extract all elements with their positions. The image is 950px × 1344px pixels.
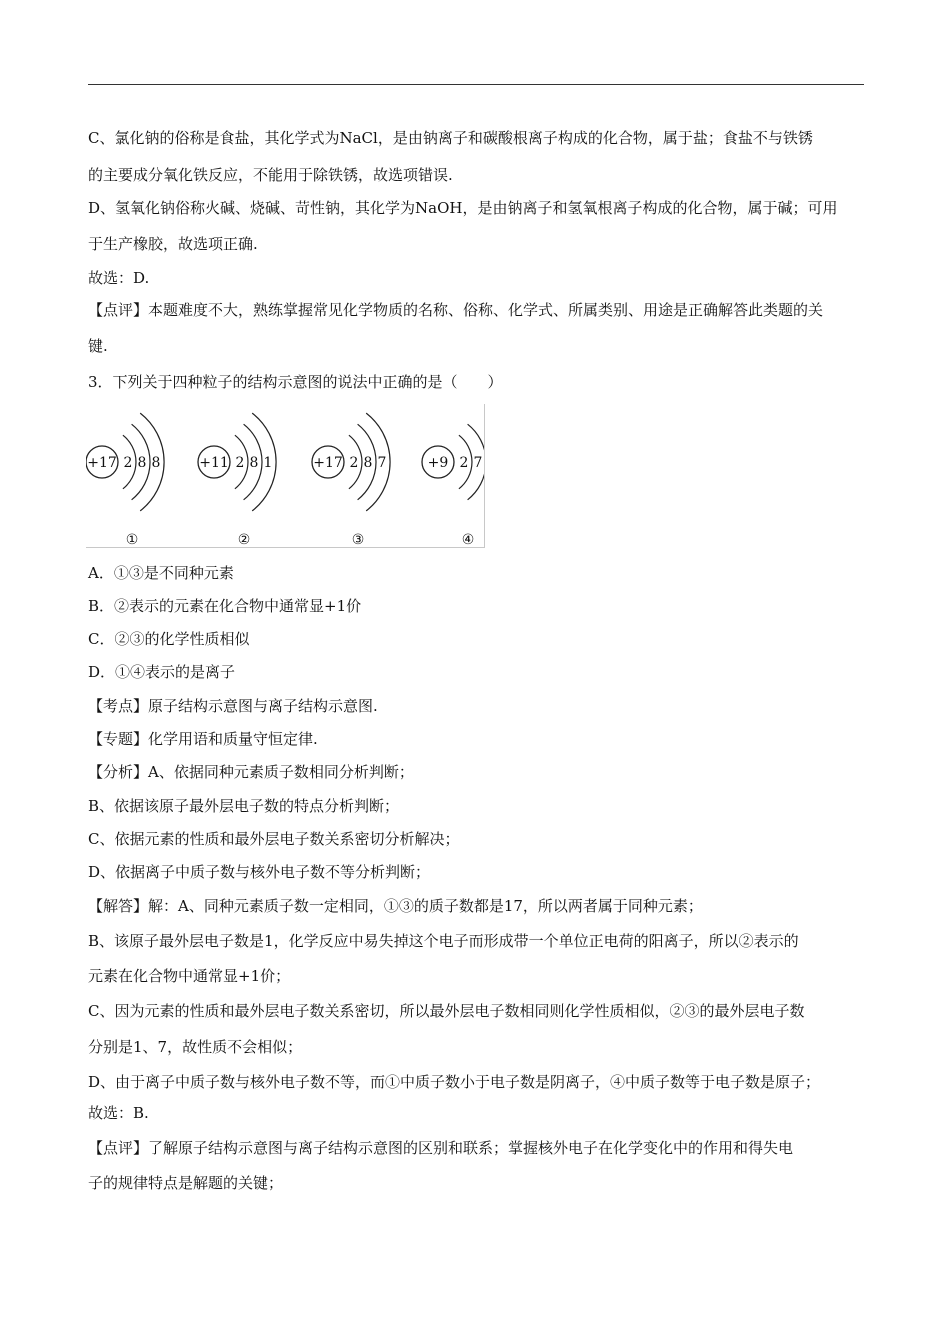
question-stem: 3．下列关于四种粒子的结构示意图的说法中正确的是（ ） [88, 373, 503, 391]
shell-electron-count: 2 [459, 455, 469, 471]
shell-electron-count: 8 [137, 455, 147, 471]
kaodian: 【考点】原子结构示意图与离子结构示意图. [88, 697, 378, 715]
header-rule [88, 84, 864, 85]
diagram-label: ③ [351, 532, 365, 547]
option-b: B．②表示的元素在化合物中通常显+1价 [88, 597, 362, 615]
text-line: D、氢氧化钠俗称火碱、烧碱、苛性钠，其化学为NaOH，是由钠离子和氢氧根离子构成的化合物，属于碱；可用 [88, 199, 838, 217]
option-d: D．①④表示的是离子 [88, 663, 236, 681]
shell-electron-count: 2 [235, 455, 245, 471]
option-c: C．②③的化学性质相似 [88, 630, 250, 648]
diagram-label: ② [237, 532, 251, 547]
text-line: 元素在化合物中通常显+1价； [88, 967, 291, 985]
text-line: 的主要成分氧化铁反应，不能用于除铁锈，故选项错误. [88, 166, 453, 184]
particle-diagram [198, 413, 276, 547]
nucleus-charge: +17 [313, 455, 343, 471]
jieda: 【解答】解：A、同种元素质子数一定相同，①③的质子数都是17，所以两者属于同种元素； [88, 897, 703, 915]
text-line: 故选：D. [88, 269, 150, 287]
nucleus-charge: +11 [199, 455, 229, 471]
shell-electron-count: 1 [263, 455, 273, 471]
text-line: B、该原子最外层电子数是1，化学反应中易失掉这个电子而形成带一个单位正电荷的阳离子，所以②表示的 [88, 932, 799, 950]
option-a: A．①③是不同种元素 [88, 564, 234, 582]
shell-electron-count: 7 [473, 455, 483, 471]
particle-structure-figure [86, 404, 485, 548]
text-line: C、依据元素的性质和最外层电子数关系密切分析解决； [88, 830, 460, 848]
text-line: 分别是1、7，故性质不会相似； [88, 1038, 303, 1056]
text-line: 故选：B. [88, 1104, 149, 1122]
nucleus-charge: +17 [87, 455, 117, 471]
particle-diagram [422, 424, 484, 547]
fenxi: 【分析】A、依据同种元素质子数相同分析判断； [88, 763, 414, 781]
shell-electron-count: 7 [377, 455, 387, 471]
shell-electron-count: 8 [363, 455, 373, 471]
dianping: 【点评】了解原子结构示意图与离子结构示意图的区别和联系；掌握核外电子在化学变化中的作用和得失电 [88, 1139, 794, 1157]
text-line: B、依据该原子最外层电子数的特点分析判断； [88, 797, 400, 815]
text-line: D、由于离子中质子数与核外电子数不等，而①中质子数小于电子数是阴离子，④中质子数等于电子数是原子； [88, 1073, 821, 1091]
shell-electron-count: 2 [349, 455, 359, 471]
text-line: C、因为元素的性质和最外层电子数关系密切，所以最外层电子数相同则化学性质相似，②③的最外层电子数 [88, 1002, 805, 1020]
text-line: D、依据离子中质子数与核外电子数不等分析判断； [88, 863, 431, 881]
diagram-label: ① [125, 532, 139, 547]
shell-electron-count: 2 [123, 455, 133, 471]
text-line: 键. [88, 337, 108, 355]
text-line: 【点评】本题难度不大，熟练掌握常见化学物质的名称、俗称、化学式、所属类别、用途是正确解答此类题的关 [88, 301, 824, 319]
zhuanti: 【专题】化学用语和质量守恒定律. [88, 730, 318, 748]
nucleus-charge: +9 [427, 455, 449, 471]
particle-diagram [312, 413, 390, 547]
text-line: C、氯化钠的俗称是食盐，其化学式为NaCl，是由钠离子和碳酸根离子构成的化合物，属于盐；食盐不与铁锈 [88, 129, 813, 147]
shell-electron-count: 8 [151, 455, 161, 471]
shell-electron-count: 8 [249, 455, 259, 471]
particle-diagram [86, 413, 164, 547]
diagram-label: ④ [461, 532, 475, 547]
text-line: 子的规律特点是解题的关键； [88, 1174, 284, 1192]
text-line: 于生产橡胶，故选项正确. [88, 235, 258, 253]
